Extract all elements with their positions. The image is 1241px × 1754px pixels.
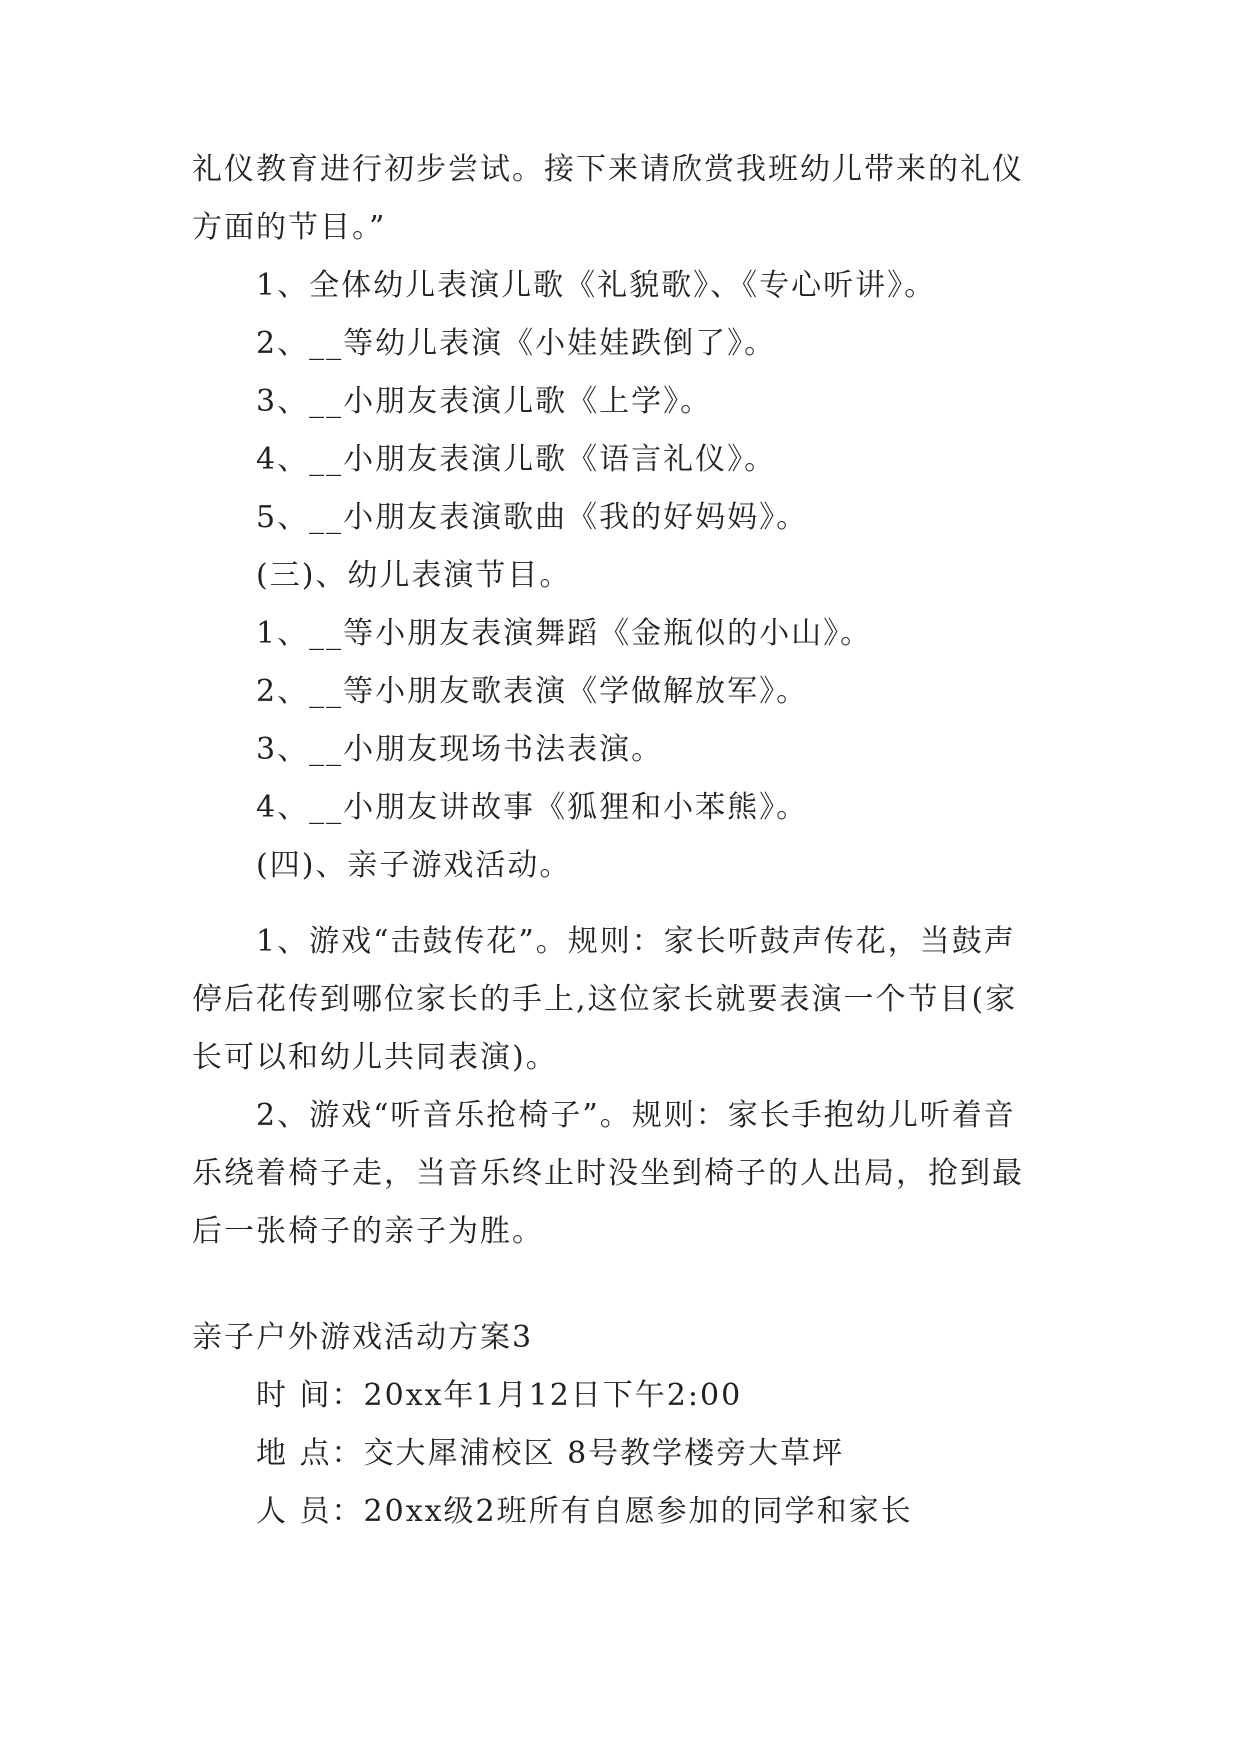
section-heading: (四)、亲子游戏活动。 [256,848,572,883]
section-heading: (三)、幼儿表演节目。 [256,558,572,593]
list-item: 3、__小朋友现场书法表演。 [256,732,664,767]
info-participants: 人 员：20xx级2班所有自愿参加的同学和家长 [256,1494,913,1529]
list-item: 1、全体幼儿表演儿歌《礼貌歌》、《专心听讲》。 [256,268,937,303]
list-item: 3、__小朋友表演儿歌《上学》。 [256,384,713,419]
paragraph-line: 长可以和幼儿共同表演)。 [192,1040,558,1075]
list-item: 2、__等幼儿表演《小娃娃跌倒了》。 [256,326,777,361]
list-item: 4、__小朋友表演儿歌《语言礼仪》。 [256,442,777,477]
list-item: 4、__小朋友讲故事《狐狸和小苯熊》。 [256,790,809,825]
list-item: 2、__等小朋友歌表演《学做解放军》。 [256,674,809,709]
list-item: 5、__小朋友表演歌曲《我的好妈妈》。 [256,500,809,535]
paragraph-line: 乐绕着椅子走，当音乐终止时没坐到椅子的人出局，抢到最 [192,1156,1024,1191]
paragraph-line: 后一张椅子的亲子为胜。 [192,1214,544,1249]
paragraph-line: 1、游戏“击鼓传花”。规则：家长听鼓声传花，当鼓声 [256,924,1016,959]
paragraph-line: 停后花传到哪位家长的手上,这位家长就要表演一个节目(家 [192,982,1018,1017]
paragraph-line: 礼仪教育进行初步尝试。接下来请欣赏我班幼儿带来的礼仪 [192,152,1024,187]
document-title: 亲子户外游戏活动方案3 [192,1320,534,1355]
paragraph-line: 方面的节目。” [192,210,387,245]
paragraph-line: 2、游戏“听音乐抢椅子”。规则：家长手抱幼儿听着音 [256,1098,1016,1133]
info-time: 时 间：20xx年1月12日下午2:00 [256,1378,743,1413]
list-item: 1、__等小朋友表演舞蹈《金瓶似的小山》。 [256,616,873,651]
info-location: 地 点：交大犀浦校区 8号教学楼旁大草坪 [256,1436,845,1471]
